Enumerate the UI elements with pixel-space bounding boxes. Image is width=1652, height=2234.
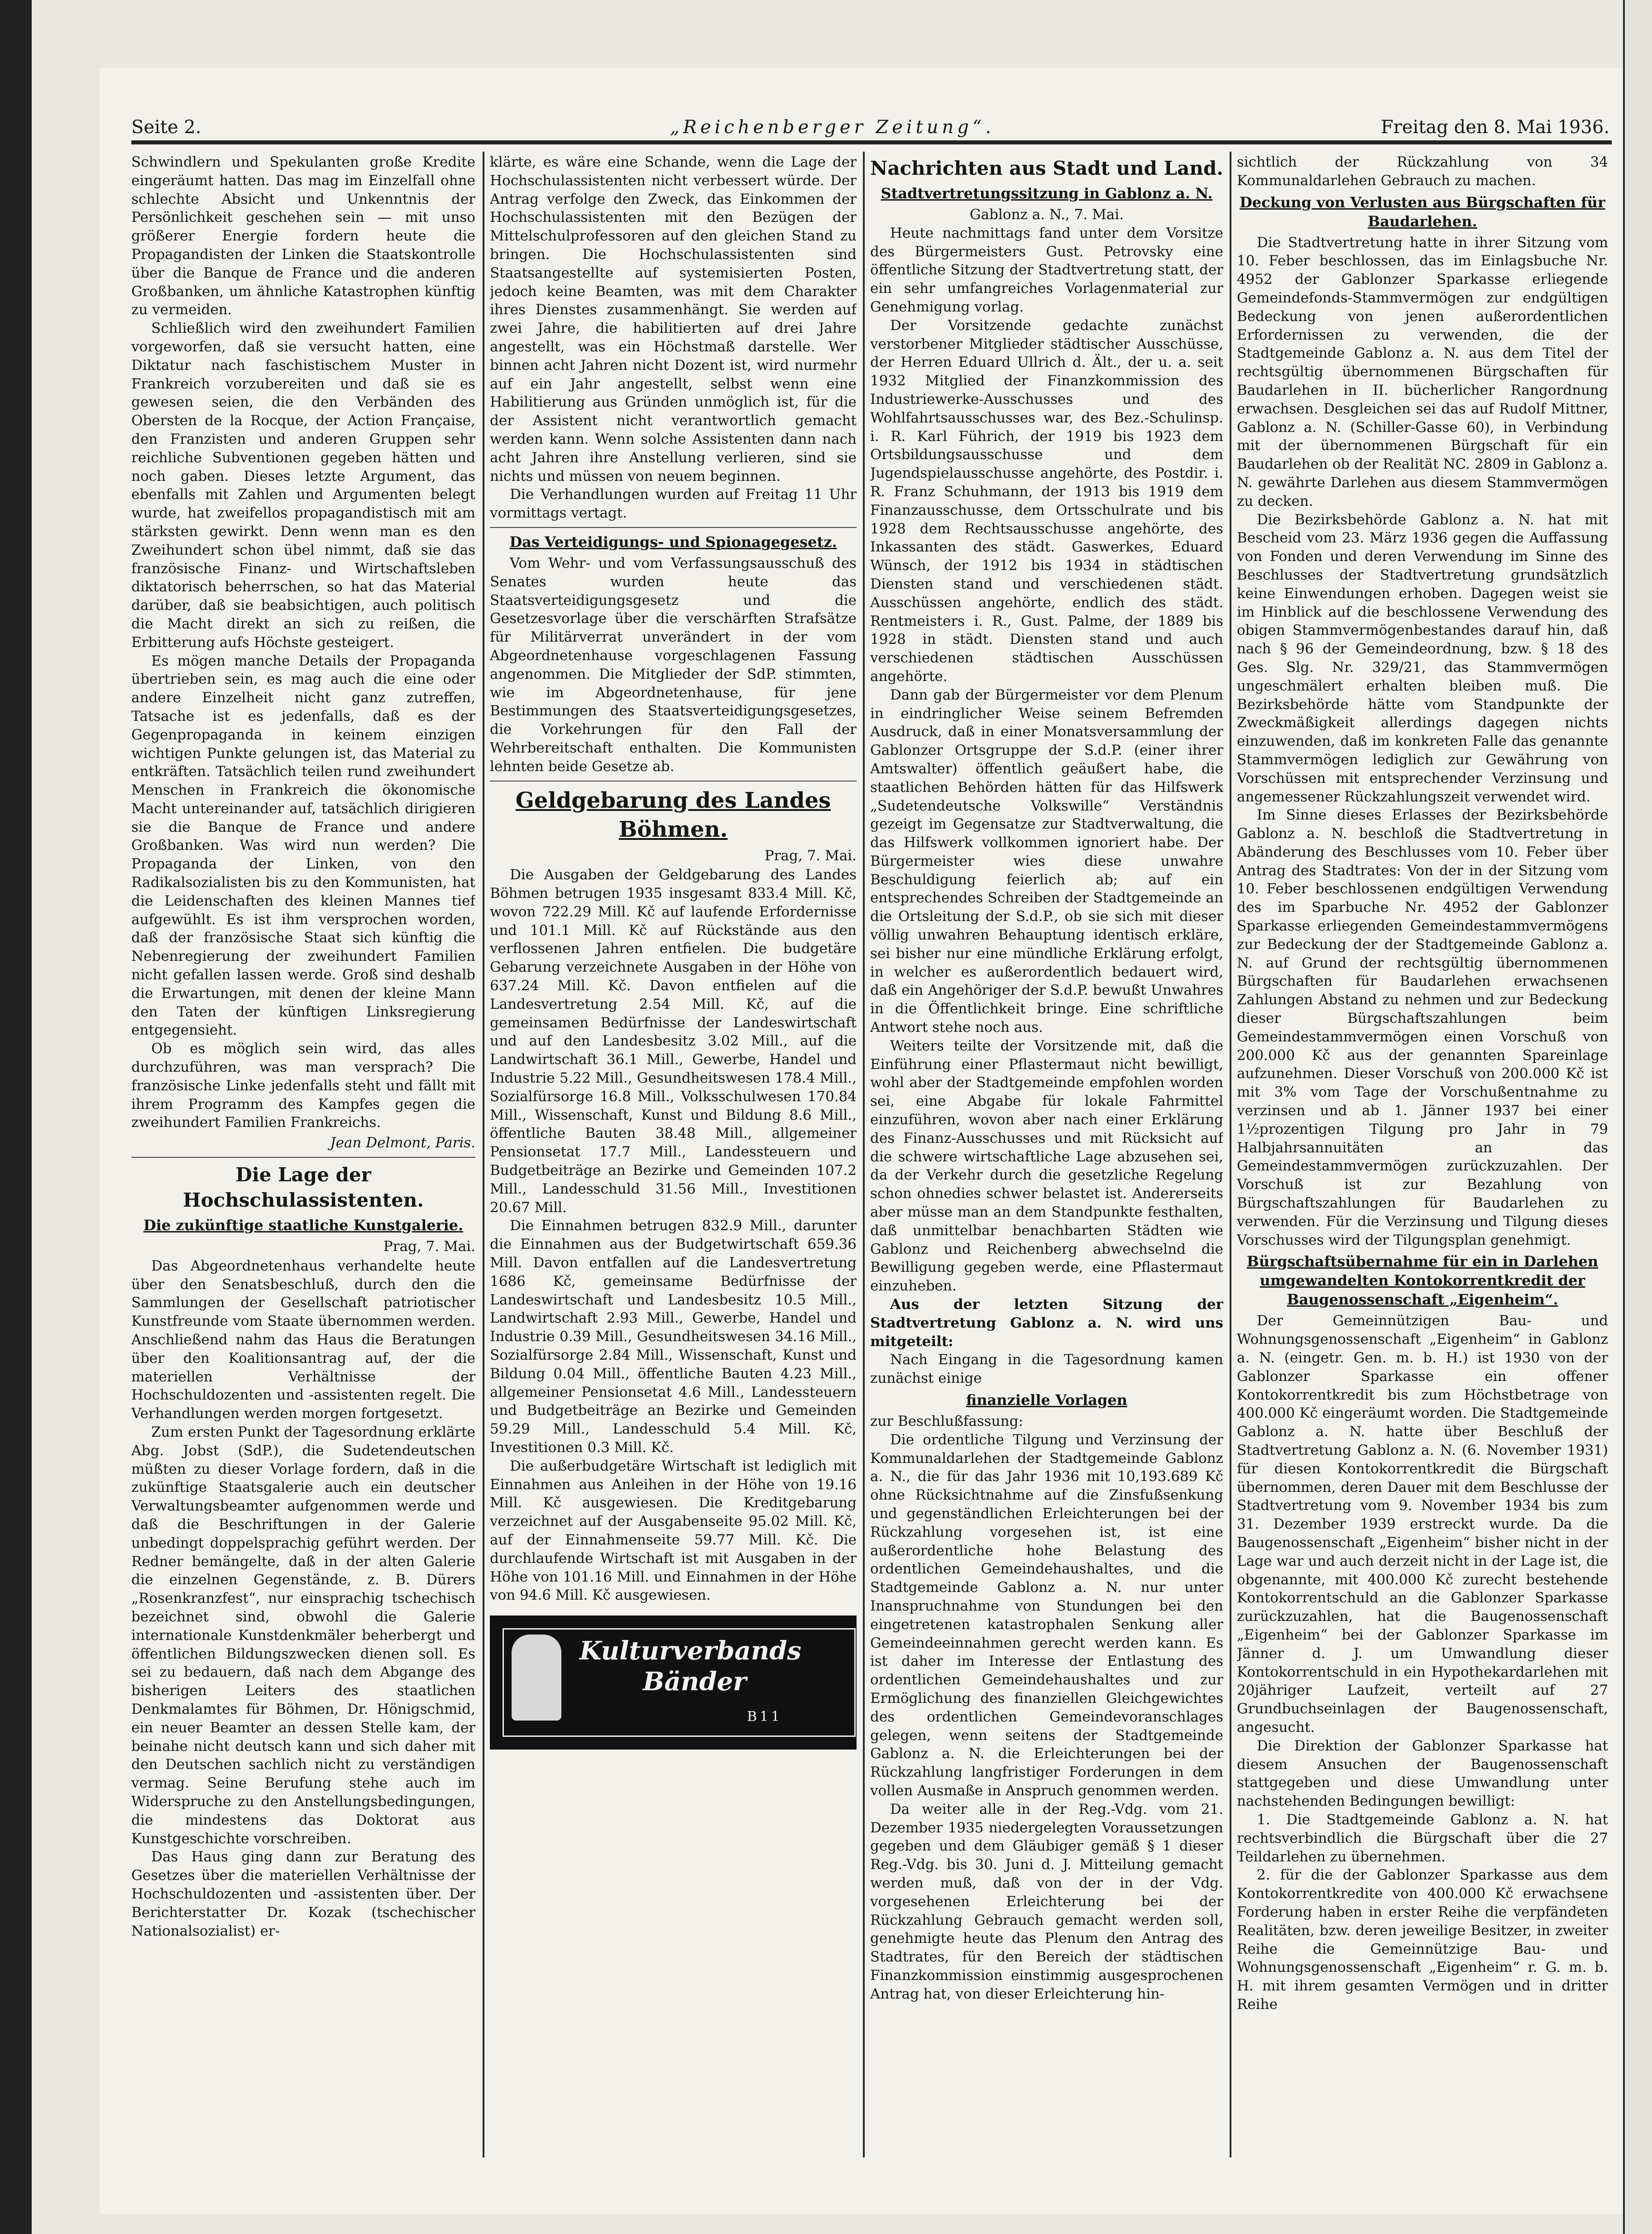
paragraph: Der Vorsitzende gedachte zunächst verstorbener Mitglieder städtischer Ausschüsse, der Herren Eduard Ullrich d. Ält., der u. a. seit 1932 Mitglied der Finanzkommission des Industriewerke-Ausschusses und des Wohlfahrtsausschusses war, des Bez.-Schulinsp. i. R. Karl Führich, der 1919 bis 1923 dem Ortsbildungsausschusse und dem Jugendspielausschusse angehörte, des Postdir. i. R. Franz Schuhmann, der 1913 bis 1919 dem Finanzausschusse, dem Ortsschulrate und bis 1928 dem Rechtsausschusse angehörte, des Inkassanten des städt. Gaswerkes, Eduard Wünsch, der 1912 bis 1934 in städtischen Diensten stand und verschiedenen städt. Ausschüssen angehörte, endlich des städt. Rentmeisters i. R., Gust. Palme, der 1889 bis 1928 in städt. Diensten stand und auch verschiedenen städtischen Ausschüssen angehörte. — [870, 317, 1223, 685]
header-rule — [131, 140, 1612, 144]
article-separator — [131, 1157, 475, 1158]
article-signature: Jean Delmont, Paris. — [330, 1135, 475, 1151]
issue-date: Freitag den 8. Mai 1936. — [1381, 117, 1610, 138]
paragraph: klärte, es wäre eine Schande, wenn die Lage der Hochschulassistenten nicht verbessert würde. Der Antrag verfolge den Zweck, das Einkommen der Hochschulassistenten mit den Bezügen der Mittelschulprofessoren auf den gleichen Stand zu bringen. Die Hochschulassistenten sind Staatsangestellte auf systemisierten Posten, jedoch keine Beamten, was mit dem Charakter ihres Dienstes zusammenhängt. Sie werden auf zwei Jahre, die habilitierten auf drei Jahre angestellt, was ein Höchstmaß darstelle. Wer binnen acht Jahren nicht Dozent ist, wird nurmehr auf ein Jahr angestellt, selbst wenn eine Habilitierung aus Gründen unmöglich ist, für die der Assistent nicht verantwortlich gemacht werden kann. Wenn solche Assistenten dann nach acht Jahren ihre Anstellung verlieren, sind sie nichts und müssen von neuem beginnen. — [490, 154, 857, 484]
article-headline: Das Verteidigungs- und Spionagegesetz. — [509, 533, 837, 551]
dateline: Prag, 7. Mai. — [383, 1238, 475, 1255]
paragraph: Die Bezirksbehörde Gablonz a. N. hat mit Bescheid vom 23. März 1936 gegen die Auffassung von Fonden und deren Verwendung im Sinne des Beschlusses der Stadtvertretung grundsätzlich keine Einwendungen erhoben. Dagegen weist sie im Hinblick auf die beschlossene Verwendung des obigen Stammvermögenbestandes darauf hin, daß nach § 96 der Gemeindeordnung, bzw. § 18 des Ges. Slg. Nr. 329/21, das Stammvermögen ungeschmälert erhalten bleiben muß. Die Bezirksbehörde hätte vom Standpunkte der Zweckmäßigkeit allerdings dagegen nichts einzuwenden, daß im konkreten Falle das genannte Stammvermögen lediglich zur Gewährung von Vorschüssen mit entsprechender Verzinsung und angemessener Rückzahlungszeit verwendet wird. — [1237, 511, 1608, 805]
article-headline: Geldgebarung des Landes Böhmen. — [515, 787, 831, 842]
paragraph: Dann gab der Bürgermeister vor dem Plenum in eindringlicher Weise seinem Befremden Ausdruck, daß in einer Monatsversammlung der Gablonzer Ortsgruppe der S.d.P. (einer ihrer Amtswalter) öffentlich geäußert habe, die staatlichen Behörden hätten für das Hilfswerk „Sudetendeutsche Volkswille“ Verständnis gezeigt im Gegensatze zur Stadtverwaltung, die das Hilfswerk vollkommen ignoriert habe. Der Bürgermeister wies diese unwahre Beschuldigung feierlich ab; auf ein entsprechendes Schreiben der Stadtgemeinde an die Ortsleitung der S.d.P., ob sie sich mit dieser völlig unwahren Behauptung identisch erkläre, sei bisher nur eine mündliche Erklärung erfolgt, in welcher es außerordentlich bedauert wird, daß ein Angehöriger der S.d.P. bewußt Unwahres in die Öffentlichkeit bringe. Eine schriftliche Antwort stehe noch aus. — [870, 686, 1223, 1036]
paragraph: Ob es möglich sein wird, das alles durchzuführen, was man versprach? Die französische Linke jedenfalls steht und fällt mit ihrem Programm des Kampfes gegen die zweihundert Familien Frankreichs. — [131, 1040, 475, 1131]
ad-figure-icon — [512, 1635, 561, 1721]
column-rule — [483, 152, 484, 2157]
article-headline: Deckung von Verlusten aus Bürgschaften für Baudarlehen. — [1240, 193, 1605, 230]
paragraph: Es mögen manche Details der Propaganda übertrieben sein, es mag auch die eine oder andere Einzelheit nicht ganz zutreffen, Tatsache ist es jedenfalls, daß es der Gegenpropaganda in keinem einzigen wichtigen Punkte gelungen ist, das Material zu entkräften. Tatsächlich teilen rund zweihundert Menschen in Frankreich die ökonomische Macht untereinander auf, tatsächlich dirigieren sie die Banque de France und andere Großbanken. Was wird nun werden? Die Propaganda der Linken, von den Radikalsozialisten bis zu den Kommunisten, hat die Leidenschaften des kleinen Mannes tief aufgewühlt. Es ist ihm versprochen worden, daß der französische Staat sich künftig die Nebenregierung der zweihundert Familien nicht gefallen lassen werde. Groß sind deshalb die Erwartungen, mit denen der kleine Mann den Taten der künftigen Linksregierung entgegensieht. — [131, 652, 475, 1039]
column-1 — [131, 153, 475, 2154]
paragraph: Zum ersten Punkt der Tagesordnung erklärte Abg. Jobst (SdP.), die Sudetendeutschen müßten zu dieser Vorlage fordern, daß in die zukünftige Staatsgalerie auch ein deutscher Verwaltungsbeamter aufgenommen werde und daß die Beschriftungen in der Galerie unbedingt doppelsprachig geführt werden. Der Redner bemängelte, daß in der alten Galerie die einzelnen Gegenstände, z. B. Dürers „Rosenkranzfest“, nur einsprachig tschechisch bezeichnet sind, obwohl die Galerie internationale Kunstdenkmäler beherbergt und öffentlichen Bildungszwecken dienen soll. Es sei zu bedauern, daß nach dem Abgange des bisherigen Leiters des staatlichen Denkmalamtes für Böhmen, Dr. Hönigschmid, ein neuer Beamter an dessen Stelle kam, der beinahe nicht deutsch kann und sich daher mit den Deutschen sachlich nicht zu verständigen vermag. Seine Berufung stehe auch im Widerspruche zu den Anstellungsbedingungen, die mindestens das Doktorat aus Kunstgeschichte vorschreiben. — [131, 1424, 475, 1847]
article-subheadline: Die zukünftige staatliche Kunstgalerie. — [143, 1217, 464, 1234]
paragraph: Das Abgeordnetenhaus verhandelte heute über den Senatsbeschluß, durch den die Sammlungen der Gesellschaft patriotischer Kunstfreunde vom Staate übernommen werden. Anschließend nahm das Haus die Beratungen über den Koalitionsantrag auf, der die materiellen Verhältnisse der Hochschuldozenten und -assistenten regelt. Die Verhandlungen werden morgen fortgesetzt. — [131, 1257, 475, 1422]
paragraph: Aus der letzten Sitzung der Stadtvertretung Gablonz a. N. wird uns mitgeteilt: — [870, 1296, 1223, 1350]
article-separator — [490, 527, 857, 528]
article-headline: Bürgschaftsübernahme für ein in Darlehen umgewandelten Kontokorrentkredit der Baugenossenschaft „Eigenheim“. — [1246, 1253, 1599, 1309]
newspaper-title: „Reichenberger Zeitung“. — [670, 117, 995, 138]
column-rule — [863, 152, 865, 2157]
paragraph: Heute nachmittags fand unter dem Vorsitze des Bürgermeisters Gust. Petrovsky eine öffentliche Sitzung der Stadtvertretung statt, der ein sehr umfangreiches Vorlagenmaterial zur Genehmigung vorlag. — [870, 225, 1223, 315]
subsection-heading: finanzielle Vorlagen — [966, 1391, 1127, 1409]
paragraph: Weiters teilte der Vorsitzende mit, daß die Einführung einer Pflastermaut nicht bewilligt, wohl aber der Stadtgemeinde empfohlen worden sei, eine Abgabe für lokale Fahrmittel einzuführen, wovon aber nach einer Erklärung des Finanz-Ausschusses und mit Rücksicht auf die schwere wirtschaftliche Lage abzusehen sei, da der Verkehr durch die gesetzliche Regelung schon ohnedies schwer belastet ist. Andererseits aber müsse man an dem Standpunkte festhalten, daß unmittelbar benachbarten Städten wie Gablonz und Reichenberg abwechselnd die Bewilligung gegeben werde, eine Pflastermaut einzuheben. — [870, 1037, 1223, 1294]
scan-edge-left — [0, 0, 32, 2234]
page-number: Seite 2. — [131, 117, 201, 138]
paragraph: Die ordentliche Tilgung und Verzinsung der Kommunaldarlehen der Stadtgemeinde Gablonz a. N., die für das Jahr 1936 mit 10,193.689 Kč ohne Rücksichtnahme auf die Zinsfußsenkung und gegenständlichen Erleichterungen bei der Rückzahlung vorgesehen ist, ist eine außerordentliche hohe Belastung des ordentlichen Gemeindehaushaltes, und die Stadtgemeinde Gablonz a. N. nur unter Inanspruchnahme von Stundungen bei den eingetretenen katastrophalen Senkung aller Gemeindeeinnahmen gerecht werden kann. Es ist daher im Interesse der Entlastung des ordentlichen Gemeindehaushaltes und zur Ermöglichung des finanziellen Gleichgewichtes des ordentlichen Gemeindevoranschlages gelegen, wenn seitens der Stadtgemeinde Gablonz a. N. die Erleichterungen bei der Rückzahlung langfristiger Forderungen in dem vollen Ausmaße in Anspruch genommen werden. — [870, 1431, 1223, 1799]
paragraph: Schwindlern und Spekulanten große Kredite eingeräumt hatten. Das mag im Einzelfall ohne schlechte Absicht und Unkenntnis der Persönlichkeit geschehen sein — mit unso größerer Energie fordern heute die Propagandisten der Linken die Staatskontrolle über die Banque de France und die anderen Großbanken, um ähnliche Katastrophen künftig zu vermeiden. — [131, 154, 475, 318]
ad-title: Kulturverbands — [579, 1636, 802, 1666]
paragraph: Im Sinne dieses Erlasses der Bezirksbehörde Gablonz a. N. beschloß die Stadtvertretung in Abänderung des Beschlusses vom 10. Feber über Antrag des Stadtrates: Von der in der Sitzung vom 10. Feber beschlossenen endgültigen Verwendung des im Sparbuche Nr. 4952 der Gablonzer Sparkasse erliegenden Gemeindestammvermögens zur Bedeckung der der Stadtgemeinde Gablonz a. N. auf Grund der rechtsgültig übernommenen Bürgschaften für Baudarlehen erwachsenen Zahlungen Abstand zu nehmen und zur Bedeckung dieser Bürgschaftszahlungen beim Gemeindestammvermögen einen Vorschuß von 200.000 Kč aus der genannten Spareinlage aufzunehmen. Dieser Vorschuß von 200.000 Kč ist mit 3% vom Tage der Vorschußentnahme zu verzinsen und ab 1. Jänner 1937 bei einer 1½prozentigen Tilgung pro Jahr in 79 Halbjahrsannuitäten an das Gemeindestammvermögen zurückzuzahlen. Der Vorschuß ist zur Bezahlung von Bürgschaftszahlungen für Baudarlehen zu verwenden. Für die Verzinsung und Tilgung dieses Vorschusses wird der Tilgungsplan genehmigt. — [1237, 807, 1608, 1248]
ad-subtitle: Bänder — [643, 1667, 747, 1697]
paragraph: Das Haus ging dann zur Beratung des Gesetzes über die materiellen Verhältnisse der Hochschuldozenten und -assistenten über. Der Berichterstatter Dr. Kozak (tschechischer Nationalsozialist) er- — [131, 1849, 475, 1939]
dateline: Gablonz a. N., 7. Mai. — [969, 206, 1124, 223]
column-rule — [1230, 152, 1231, 2157]
ad-code: B11 — [747, 1709, 783, 1725]
section-headline: Nachrichten aus Stadt und Land. — [870, 157, 1223, 179]
paragraph: sichtlich der Rückzahlung von 34 Kommunaldarlehen Gebrauch zu machen. — [1237, 154, 1608, 189]
article-headline: Die Lage der Hochschulassistenten. — [182, 1164, 424, 1212]
article-headline: Stadtvertretungssitzung in Gablonz a. N. — [881, 185, 1213, 202]
paragraph: Die Einnahmen betrugen 832.9 Mill., darunter die Einnahmen aus der Budgetwirtschaft 659.36 Mill. Davon entfallen auf die Landesvertretung 1686 Kč, gemeinsame Bedürfnisse der Landeswirtschaft und Landesbesitz 10.5 Mill., Landwirtschaft 2.93 Mill., Gewerbe, Handel und Industrie 0.39 Mill., Gesundheitswesen 34.16 Mill., Sozialfürsorge 2.84 Mill., Wissenschaft, Kunst und Bildung 0.04 Mill., öffentliche Bauten 4.23 Mill., allgemeiner Pensionsetat 4.6 Mill., Landessteuern und Budgetbeiträge an Bezirke und Gemeinden 59.29 Mill., Landesschuld 5.4 Mill. Kč, Investitionen 0.3 Mill. Kč. — [490, 1218, 857, 1456]
paragraph: Die Ausgaben der Geldgebarung des Landes Böhmen betrugen 1935 insgesamt 833.4 Mill. Kč, wovon 722.29 Mill. Kč auf laufende Erfordernisse und 101.1 Mill. Kč auf Rückstände aus den verflossenen Jahren entfielen. Die budgetäre Gebarung verzeichnete Ausgaben in der Höhe von 637.24 Mill. Kč. Davon entfielen auf die Landesvertretung 2.54 Mill. Kč, auf die gemeinsamen Bedürfnisse der Landeswirtschaft und auf den Landesbesitz 3.02 Mill., auf die Landwirtschaft 36.1 Mill., Gewerbe, Handel und Industrie 5.22 Mill., Gesundheitswesen 178.4 Mill., Sozialfürsorge 16.8 Mill., Volksschulwesen 170.84 Mill., Wissenschaft, Kunst und Bildung 8.6 Mill., öffentliche Bauten 38.48 Mill., allgemeiner Pensionsetat 17.7 Mill., Landessteuern und Budgetbeiträge an Bezirke und Gemeinden 107.2 Mill., Landesschuld 31.56 Mill., Investitionen 20.67 Mill. — [490, 867, 857, 1216]
paragraph: Die außerbudgetäre Wirtschaft ist lediglich mit Einnahmen aus Anleihen in der Höhe von 19.16 Mill. Kč ausgewiesen. Die Kreditgebarung verzeichnet auf der Ausgabenseite 95.02 Mill. Kč, auf der Einnahmenseite 59.77 Mill. Kč. Die durchlaufende Wirtschaft ist mit Ausgaben in der Höhe von 101.16 Mill. und Einnahmen in der Höhe von 94.6 Mill. Kč ausgewiesen. — [490, 1457, 857, 1604]
column-3 — [870, 153, 1223, 2154]
paragraph: Die Direktion der Gablonzer Sparkasse hat diesem Ansuchen der Baugenossenschaft stattgegeben und diese Umwandlung unter nachstehenden Bedingungen bewilligt: — [1237, 1737, 1608, 1810]
paragraph: zur Beschlußfassung: — [870, 1413, 1023, 1429]
paragraph: Der Gemeinnützigen Bau- und Wohnungsgenossenschaft „Eigenheim“ in Gablonz a. N. (eingetr. Gen. m. b. H.) ist 1930 von der Gablonzer Sparkasse ein offener Kontokorrentkredit bis zum Höchstbetrage von 400.000 Kč eingeräumt worden. Die Stadtgemeinde Gablonz a. N. hatte über Beschluß der Stadtvertretung Gablonz a. N. (6. November 1931) für diesen Kontokorrentkredit die Bürgschaft übernommen, deren Dauer mit dem Beschlusse der Stadtvertretung vom 9. November 1934 bis zum 31. Dezember 1939 erstreckt wurde. Da die Baugenossenschaft „Eigenheim“ bisher nicht in der Lage war und auch derzeit nicht in der Lage ist, die obgenannte, mit 400.000 Kč zurecht bestehende Kontokorrentschuld an die Gablonzer Sparkasse zurückzuzahlen, hat die Baugenossenschaft „Eigenheim“ bei der Gablonzer Sparkasse im Jänner d. J. um Umwandlung dieser Kontokorrentschuld in ein Hypothekardarlehen mit 20jähriger Laufzeit, verteilt auf 27 Grundbuchseinlagen der Baugenossenschaft, angesucht. — [1237, 1313, 1608, 1735]
paragraph: Nach Eingang in die Tagesordnung kamen zunächst einige — [870, 1352, 1223, 1387]
advertisement — [490, 1616, 857, 1750]
column-2 — [490, 153, 857, 2154]
paragraph: Schließlich wird den zweihundert Familien vorgeworfen, daß sie versucht hatten, eine Diktatur nach faschistischem Muster in Frankreich vorzubereiten und daß sie es gewesen seien, die den Verbänden des Obersten de la Rocque, der Action Française, den Franzisten und anderen Gruppen sehr reichliche Subventionen gegeben hätten und noch gaben. Dieses letzte Argument, das ebenfalls mit Zahlen und Argumenten belegt wurde, hat zweifellos propagandistisch mit am stärksten gewirkt. Denn wenn man es den Zweihundert schon übel nimmt, daß sie das französische Finanz- und Wirtschaftsleben diktatorisch beherrschen, so hat das Material darüber, daß sie beabsichtigen, auch politisch die Macht direkt an sich zu reißen, die Erbitterung aufs Höchste gesteigert. — [131, 320, 475, 651]
dateline: Prag, 7. Mai. — [764, 847, 857, 864]
paragraph: 2. für die der Gablonzer Sparkasse aus dem Kontokorrentkredite von 400.000 Kč erwachsene Forderung haben in erster Reihe die verpfändeten Realitäten, bzw. deren jeweilige Besitzer, in zweiter Reihe die Gemeinnützige Bau- und Wohnungsgenossenschaft „Eigenheim“ r. G. m. b. H. mit ihrem gesamten Vermögen und in dritter Reihe — [1237, 1867, 1608, 2013]
paragraph: Die Stadtvertretung hatte in ihrer Sitzung vom 10. Feber beschlossen, das im Einlagsbuche Nr. 4952 der Gablonzer Sparkasse erliegende Gemeindefonds-Stammvermögen zur endgültigen Bedeckung von jenen außerordentlichen Erfordernissen zu verwenden, die der Stadtgemeinde Gablonz a. N. aus dem Titel der rechtsgültig übernommenen Bürgschaften für Baudarlehen in II. bücherlicher Rangordnung erwachsen. Desgleichen sei das auf Rudolf Mittner, Gablonz a. N. (Schiller-Gasse 60), in Verbindung mit der übernommenen Bürgschaft für ein Baudarlehen ob der Realität NC. 2809 in Gablonz a. N. gewährte Darlehen aus diesem Stammvermögen zu decken. — [1237, 234, 1608, 509]
paragraph: Die Verhandlungen wurden auf Freitag 11 Uhr vormittags vertagt. — [490, 486, 857, 522]
scan-edge-right — [1623, 0, 1652, 2234]
paragraph: Da weiter alle in der Reg.-Vdg. vom 21. Dezember 1935 niedergelegten Voraussetzungen gegeben und dem Gläubiger gemäß § 1 dieser Reg.-Vdg. bis 30. Juni d. J. Mitteilung gemacht werden muß, daß von der in der Vdg. vorgesehenen Erleichterung bei der Rückzahlung Gebrauch gemacht werden soll, genehmigte heute das Plenum den Antrag des Stadtrates, für den Bereich der städtischen Finanzkommission einstimmig ausgesprochenen Antrag hat, von dieser Erleichterung hin- — [870, 1801, 1223, 2002]
paragraph: Vom Wehr- und vom Verfassungsausschuß des Senates wurden heute das Staatsverteidigungsgesetz und die Gesetzesvorlage über die verschärften Strafsätze für Militärverrat unverändert in der vom Abgeordnetenhause vorgeschlagenen Fassung angenommen. Die Mitglieder der SdP. stimmten, wie im Abgeordnetenhause, für jene Bestimmungen des Staatsverteidigungsgesetzes, die Vorkehrungen für den Fall der Wehrbereitschaft enthalten. Die Kommunisten lehnten beide Gesetze ab. — [490, 555, 857, 775]
paragraph: 1. Die Stadtgemeinde Gablonz a. N. hat rechtsverbindlich die Bürgschaft über die 27 Teildarlehen zu übernehmen. — [1237, 1811, 1608, 1865]
column-4 — [1237, 153, 1608, 2154]
